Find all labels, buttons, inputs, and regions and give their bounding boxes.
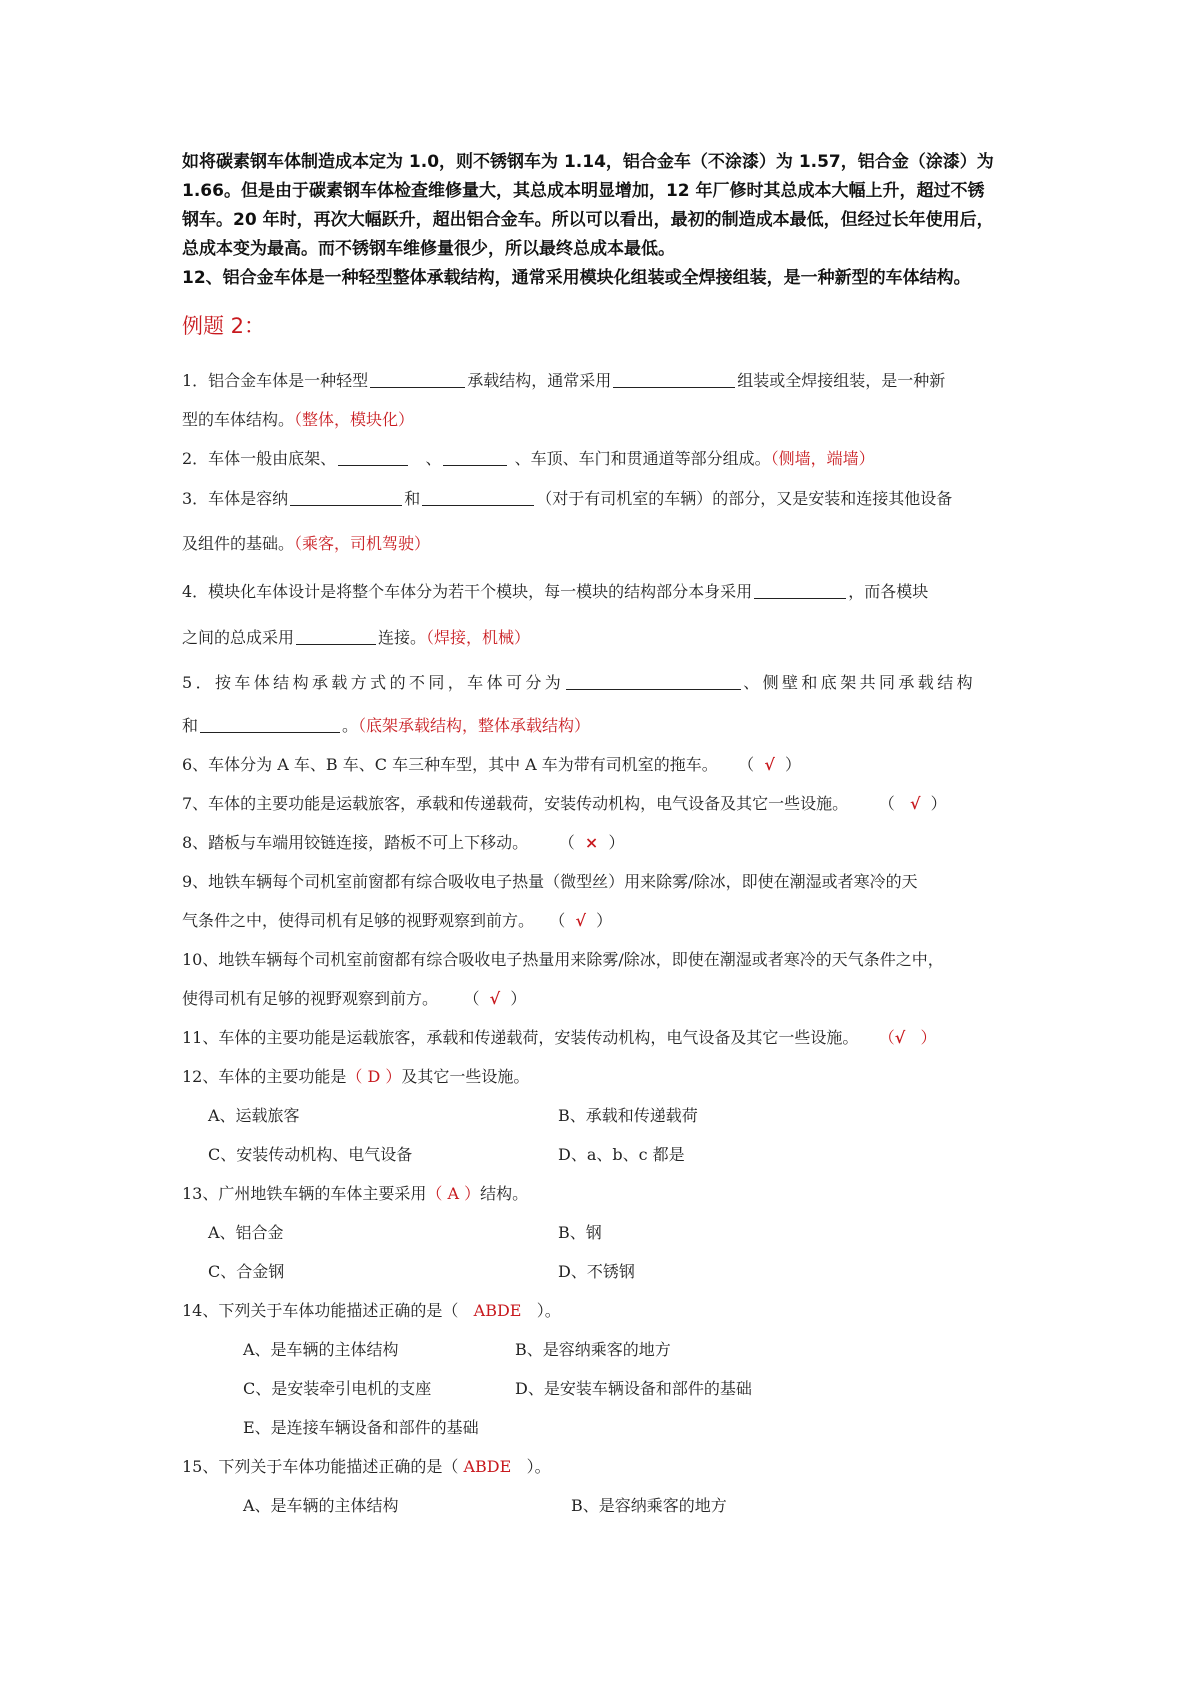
option-c: C、合金钢 <box>208 1262 285 1281</box>
question-8 <box>182 823 1020 862</box>
question-10 <box>182 940 1020 979</box>
option-b: B、是容纳乘客的地方 <box>571 1496 727 1515</box>
question-1 <box>182 361 1020 400</box>
question-text: 使得司机有足够的视野观察到前方。 <box>182 989 439 1008</box>
question-2 <box>182 439 1020 478</box>
question-7 <box>182 784 1020 823</box>
question-text: ，而各模块 <box>848 582 929 601</box>
question-text: 11、车体的主要功能是运载旅客，承载和传递载荷，安装传动机构，电气设备及其它一些设施。 <box>182 1028 859 1047</box>
option-c: C、是安装牵引电机的支座 <box>243 1379 432 1398</box>
option-row <box>182 1369 1020 1408</box>
bracket: ） <box>785 755 802 774</box>
intro-line: 1.66。但是由于碳素钢车体检查维修量大，其总成本明显增加，12 年厂修时其总成本大幅上升，超过不锈 <box>182 181 985 201</box>
question-9 <box>182 862 1020 901</box>
question-text: 之间的总成采用 <box>182 628 295 647</box>
question-text: 气条件之中，使得司机有足够的视野观察到前方。 <box>182 911 535 930</box>
question-14 <box>182 1291 1020 1330</box>
bracket: （ <box>878 1028 895 1047</box>
option-c: C、安装传动机构、电气设备 <box>208 1145 413 1164</box>
question-text: 13、广州地铁车辆的车体主要采用 <box>182 1184 427 1203</box>
option-a: A、运载旅客 <box>208 1106 300 1125</box>
option-a: A、是车辆的主体结构 <box>243 1340 399 1359</box>
question-text: 及组件的基础。 <box>182 534 295 553</box>
answer-blank <box>200 712 340 733</box>
option-row <box>182 1135 1020 1174</box>
question-text: 和 <box>404 489 421 508</box>
question-1-cont <box>182 400 1020 439</box>
option-row <box>182 1330 1020 1369</box>
check-mark-icon: √ <box>894 1028 906 1047</box>
question-4-cont <box>182 616 1020 660</box>
intro-line: 总成本变为最高。而不锈钢车维修量很少，所以最终总成本最低。 <box>182 239 675 259</box>
option-b: B、承载和传递载荷 <box>558 1106 698 1125</box>
answer-text: （ A ） <box>426 1184 481 1203</box>
option-row <box>182 1252 1020 1291</box>
question-text: 9、地铁车辆每个司机室前窗都有综合吸收电子热量（微型丝）用来除雾/除冰，即使在潮湿或者寒冷的天 <box>182 872 918 891</box>
question-text: 、车顶、车门和贯通道等部分组成。 <box>514 449 771 468</box>
question-text: 1．铝合金车体是一种轻型 <box>182 371 369 390</box>
bracket: （ <box>549 911 566 930</box>
answer-blank <box>566 669 741 690</box>
answer-blank <box>296 624 376 645</box>
option-b: B、是容纳乘客的地方 <box>515 1340 671 1359</box>
answer-text: ABDE <box>473 1301 522 1320</box>
question-text: 组装或全焊接组装，是一种新 <box>737 371 946 390</box>
bracket: （ <box>738 755 755 774</box>
question-text: ）。 <box>526 1457 551 1476</box>
answer-text: （侧墙，端墙） <box>770 449 875 468</box>
question-5-cont <box>182 706 1020 745</box>
question-text: 、侧壁和底架共同承载结构 <box>743 673 976 692</box>
answer-text: （底架承载结构，整体承载结构） <box>358 716 591 735</box>
question-text: 8、踏板与车端用铰链连接，踏板不可上下移动。 <box>182 833 529 852</box>
answer-blank <box>443 445 507 466</box>
question-text: 。 <box>342 716 359 735</box>
option-d: D、不锈钢 <box>558 1262 635 1281</box>
bracket: ） <box>920 1028 937 1047</box>
question-3-cont <box>182 520 1020 568</box>
bracket: （ <box>463 989 480 1008</box>
intro-line: 12、铝合金车体是一种轻型整体承载结构，通常采用模块化组装或全焊接组装，是一种新型的车体结构。 <box>182 268 971 288</box>
question-5 <box>182 660 1020 706</box>
check-mark-icon: √ <box>575 911 586 930</box>
bracket: （ <box>878 794 895 813</box>
section-heading: 例题 2： <box>182 314 266 338</box>
question-text: 4．模块化车体设计是将整个车体分为若干个模块，每一模块的结构部分本身采用 <box>182 582 753 601</box>
option-b: B、钢 <box>558 1223 602 1242</box>
question-13 <box>182 1174 1020 1213</box>
question-text: 7、车体的主要功能是运载旅客，承载和传递载荷，安装传动机构，电气设备及其它一些设施。 <box>182 794 849 813</box>
bracket: ） <box>608 833 625 852</box>
question-text: 及其它一些设施。 <box>401 1067 530 1086</box>
question-15 <box>182 1447 1020 1486</box>
question-text: 和 <box>182 716 199 735</box>
question-10-cont <box>182 979 1020 1018</box>
answer-blank <box>290 485 402 506</box>
answer-blank <box>370 367 465 388</box>
cross-mark-icon: × <box>584 833 599 852</box>
answer-blank <box>613 367 735 388</box>
bracket: ） <box>596 911 613 930</box>
answer-blank <box>754 578 846 599</box>
question-text: 结构。 <box>480 1184 529 1203</box>
intro-paragraph <box>182 148 1020 293</box>
check-mark-icon: √ <box>489 989 501 1008</box>
question-text: 、 <box>425 449 442 468</box>
question-text: （对于有司机室的车辆）的部分，又是安装和连接其他设备 <box>536 489 953 508</box>
answer-text: （乘客，司机驾驶） <box>294 534 431 553</box>
question-3 <box>182 478 1020 520</box>
option-row <box>182 1096 1020 1135</box>
question-6 <box>182 745 1020 784</box>
question-text: 承载结构，通常采用 <box>467 371 612 390</box>
answer-text: （焊接，机械） <box>426 628 531 647</box>
question-text: ）。 <box>536 1301 561 1320</box>
answer-text: （整体，模块化） <box>294 410 415 429</box>
option-row <box>182 1408 1020 1447</box>
question-text: 12、车体的主要功能是 <box>182 1067 347 1086</box>
check-mark-icon: √ <box>764 755 775 774</box>
question-text: 6、车体分为 A 车、B 车、C 车三种车型，其中 A 车为带有司机室的拖车。 <box>182 755 718 774</box>
question-text: 2．车体一般由底架、 <box>182 449 337 468</box>
intro-line: 钢车。20 年时，再次大幅跃升，超出铝合金车。所以可以看出，最初的制造成本最低，但经过长年使用后， <box>182 210 994 230</box>
option-a: A、铝合金 <box>208 1223 284 1242</box>
option-a: A、是车辆的主体结构 <box>243 1496 399 1515</box>
option-row <box>182 1486 1020 1525</box>
question-text: 5．按车体结构承载方式的不同，车体可分为 <box>182 673 565 692</box>
bracket: ） <box>930 794 947 813</box>
intro-line: 如将碳素钢车体制造成本定为 1.0，则不锈钢车为 1.14，铝合金车（不涂漆）为 1.57，铝合金（涂漆）为 <box>182 152 994 172</box>
option-d: D、是安装车辆设备和部件的基础 <box>515 1379 752 1398</box>
question-12 <box>182 1057 1020 1096</box>
option-e: E、是连接车辆设备和部件的基础 <box>243 1418 479 1437</box>
question-4 <box>182 568 1020 616</box>
question-9-cont <box>182 901 1020 940</box>
answer-blank <box>338 445 408 466</box>
bracket: ） <box>510 989 527 1008</box>
bracket: （ <box>558 833 575 852</box>
page-content <box>182 148 1020 1525</box>
question-text: 3．车体是容纳 <box>182 489 289 508</box>
question-text: 连接。 <box>378 628 427 647</box>
question-text: 型的车体结构。 <box>182 410 295 429</box>
question-11 <box>182 1018 1020 1057</box>
answer-text: （ D ） <box>346 1067 402 1086</box>
check-mark-icon: √ <box>909 794 921 813</box>
answer-blank <box>422 485 534 506</box>
question-text: 10、地铁车辆每个司机室前窗都有综合吸收电子热量用来除雾/除冰，即使在潮湿或者寒冷的天气条件之中， <box>182 950 944 969</box>
option-d: D、a、b、c 都是 <box>558 1145 685 1164</box>
question-text: 14、下列关于车体功能描述正确的是（ <box>182 1301 459 1320</box>
question-text: 15、下列关于车体功能描述正确的是（ <box>182 1457 459 1476</box>
answer-text: ABDE <box>463 1457 512 1476</box>
option-row <box>182 1213 1020 1252</box>
